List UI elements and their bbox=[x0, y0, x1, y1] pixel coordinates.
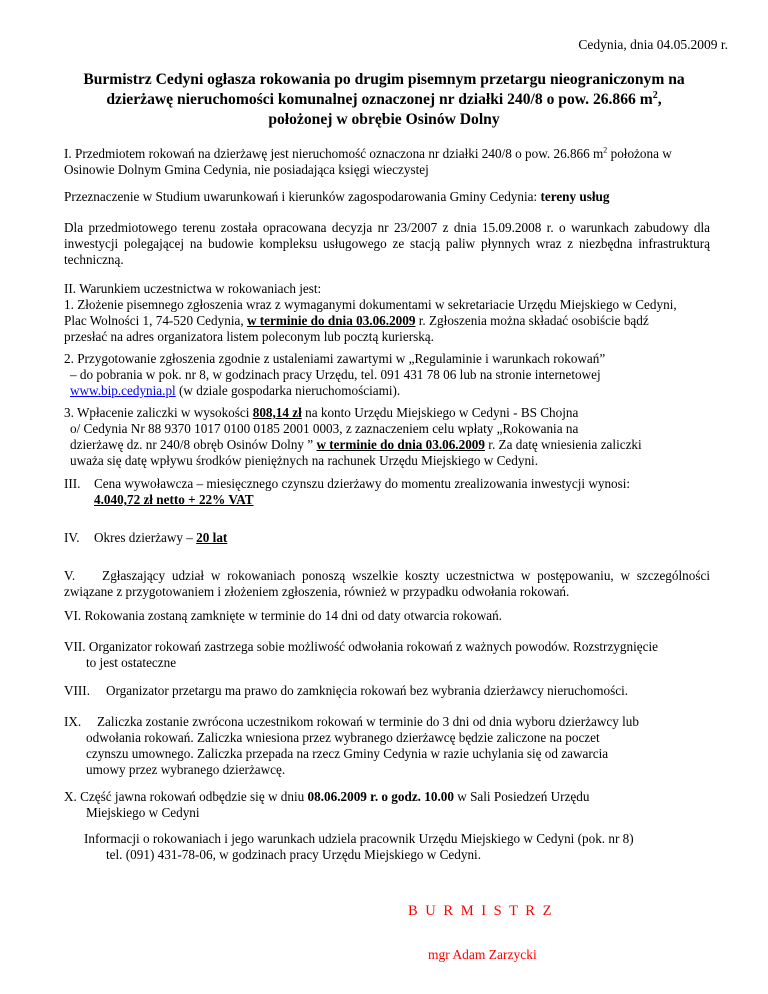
title-line-3: położonej w obrębie Osinów Dolny bbox=[268, 111, 500, 128]
place-date: Cedynia, dnia 04.05.2009 r. bbox=[578, 37, 728, 52]
section-iii-price: III. Cena wywoławcza – miesięcznego czynszu dzierżawy do momentu zrealizowania inwestycji wynosi: 4.040,72 zł netto + 22% VAT bbox=[64, 476, 631, 507]
bip-link[interactable]: www.bip.cedynia.pl bbox=[70, 383, 176, 398]
section-ix-deposit: IX. Zaliczka zostanie zwrócona uczestnikom rokowań w terminie do 3 dni od dnia wyboru dzierżawcy lub odwołania rokowań. Zaliczka wniesiona przez wybranego dzierżawcę będzie zaliczone na poczet czynszu umownego. Zaliczka przepada na rzecz Gminy Cedynia w razie uchylania się od zawarcia umowy przez wybranego dzierżawcę. bbox=[64, 714, 639, 777]
section-vii-cancellation: VII. Organizator rokowań zastrzega sobie możliwość odwołania rokowań z ważnych powodów. Rozstrzygnięcie to jest ostateczne bbox=[64, 639, 658, 670]
section-ii-conditions bbox=[64, 281, 710, 345]
section-viii-close: VIII. Organizator przetargu ma prawo do zamknięcia rokowań bez wybrania dzierżawcy nieruchomości. bbox=[64, 683, 629, 698]
title-line-2: dzierżawę nieruchomości komunalnej oznaczonej nr działki 240/8 o pow. 26.866 $m^2$, bbox=[106, 89, 662, 108]
condition-3: 3. Wpłacenie zaliczki w wysokości 808,14 zł na konto Urzędu Miejskiego w Cedyni - BS Chojna o/ Cedynia Nr 88 9370 1017 0100 0185 2001 0003, z zaznaczeniem celu wpłaty „Rokowania na dzierżawę dz. nr 240/8 obręb Osinów Dolny ” w terminie do dnia 03.06.2009 r. Za datę wniesienia zaliczki uważa się datę wpływu środków pieniężnych na rachunek Urzędu Miejskiego w Cedyni. bbox=[64, 405, 642, 468]
mayor-name: mgr Adam Zarzycki bbox=[428, 947, 537, 962]
contact-info: Informacji o rokowaniach i jego warunkach udziela pracownik Urzędu Miejskiego w Cedyni (pok. nr 8) tel. (091) 431-78-06, w godzinach pracy Urzędu Miejskiego w Cedyni. bbox=[84, 831, 634, 862]
section-i-subject: I. Przedmiotem rokowań na dzierżawę jest nieruchomość oznaczona nr działki 240/8 o pow. 26.866 $m^2$ położona w Osinowie Dolnym Gmina Cedynia, nie posiadająca księgi wieczystej bbox=[64, 145, 672, 177]
section-x-session: X. Część jawna rokowań odbędzie się w dniu 08.06.2009 r. o godz. 10.00 w Sali Posiedzeń Urzędu Miejskiego w Cedyni bbox=[64, 789, 590, 820]
section-vi-closing: VI. Rokowania zostaną zamknięte w terminie do 14 dni od daty otwarcia rokowań. bbox=[64, 608, 502, 623]
decision-paragraph: Dla przedmiotowego terenu została opracowana decyzja nr 23/2007 z dnia 15.09.2008 r. o warunkach zabudowy dla inwestycji polegającej na budowie kompleksu usługowego ze stacją paliw płynnych wraz z niezbędna infrastrukturą techniczną. bbox=[64, 220, 710, 267]
section-v-costs: V. Zgłaszający udział w rokowaniach ponoszą wszelkie koszty uczestnictwa w postępowaniu, w szczególności związane z przygotowaniem i złożeniem zgłoszenia, również w przypadku odwołania rokowań. bbox=[64, 568, 714, 599]
section-ii-heading: II. Warunkiem uczestnictwa w rokowaniach jest: bbox=[64, 281, 322, 296]
mayor-title: B U R M I S T R Z bbox=[408, 903, 554, 919]
title-line-1: Burmistrz Cedyni ogłasza rokowania po drugim pisemnym przetargu nieograniczonym na bbox=[83, 71, 685, 88]
condition-2: 2. Przygotowanie zgłoszenia zgodnie z ustaleniami zawartymi w „Regulaminie i warunkach rokowań” – do pobrania w pok. nr 8, w godzinach pracy Urzędu, tel. 091 431 78 06 lub na stronie internetowej www.bip.cedynia.pl (w dziale gospodarka nieruchomościami). bbox=[64, 351, 606, 398]
condition-1: 1. Złożenie pisemnego zgłoszenia wraz z wymaganymi dokumentami w sekretariacie Urzędu Miejskiego w Cedyni, Plac Wolności 1, 74-520 Cedynia, w terminie do dnia 03.06.2009 r. Zgłoszenia można składać osobiście bądź przesłać na adres organizatora listem poleconym lub pocztą kurierską. bbox=[64, 297, 677, 344]
section-iv-period: IV. Okres dzierżawy – 20 lat bbox=[64, 530, 228, 545]
announcement-title bbox=[50, 70, 718, 130]
purpose-paragraph: Przeznaczenie w Studium uwarunkowań i kierunków zagospodarowania Gminy Cedynia: tereny usług bbox=[64, 189, 610, 204]
